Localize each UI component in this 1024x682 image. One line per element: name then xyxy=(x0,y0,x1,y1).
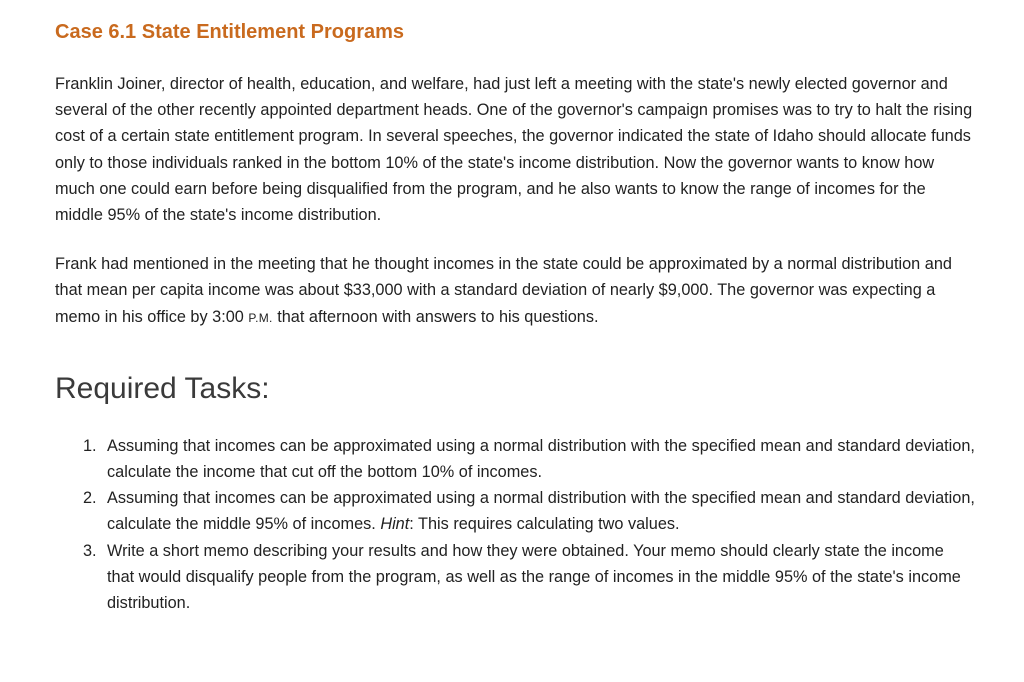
case-title: Case 6.1 State Entitlement Programs xyxy=(55,21,405,43)
time-suffix: P.M. xyxy=(248,310,273,325)
context-paragraph-text: Frank had mentioned in the meeting that he thought incomes in the state could be approximated by a normal distribution and that mean per capita income was about $33,000 with a standard deviation of nearly $9,000. The governor was expecting a memo in his office by 3:00 xyxy=(55,255,952,326)
task-number: 3. xyxy=(83,541,97,560)
task-text-part: : This requires calculating two values. xyxy=(409,515,680,534)
intro-paragraph: Franklin Joiner, director of health, education, and welfare, had just left a meeting with the state's newly elected governor and several of the other recently appointed department heads. One of the governor's campaign promises was to try to halt the rising cost of a certain state entitlement program. In several speeches, the governor indicated the state of Idaho should allocate funds only to those individuals ranked in the bottom 10% of the state's income distribution. Now the governor wants to know how much one could earn before being disqualified from the program, and he also wants to know the range of incomes for the middle 95% of the state's income distribution. xyxy=(55,75,973,225)
task-list xyxy=(55,433,975,616)
task-text-part: Assuming that incomes can be approximated using a normal distribution with the specified mean and standard deviation, calculate the middle 95% of incomes. xyxy=(107,489,975,534)
task-item-1 xyxy=(55,433,975,485)
task-item-2 xyxy=(55,485,975,537)
context-paragraph-end: that afternoon with answers to his questions. xyxy=(272,307,599,326)
task-text: Write a short memo describing your results and how they were obtained. Your memo should clearly state the income that would disqualify people from the program, as well as the range of incomes in the middle 95% of the state's income distribution. xyxy=(107,541,961,613)
task-text xyxy=(107,489,975,533)
document-page xyxy=(55,18,975,616)
task-number: 1. xyxy=(83,436,97,455)
context-paragraph xyxy=(55,251,975,331)
task-text: Assuming that incomes can be approximated using a normal distribution with the specified mean and standard deviation, calculate the income that cut off the bottom 10% of incomes. xyxy=(107,436,975,482)
task-item-3 xyxy=(55,538,975,617)
task-number: 2. xyxy=(83,489,97,508)
required-tasks-heading: Required Tasks: xyxy=(55,371,270,405)
hint-label: Hint xyxy=(380,515,410,534)
